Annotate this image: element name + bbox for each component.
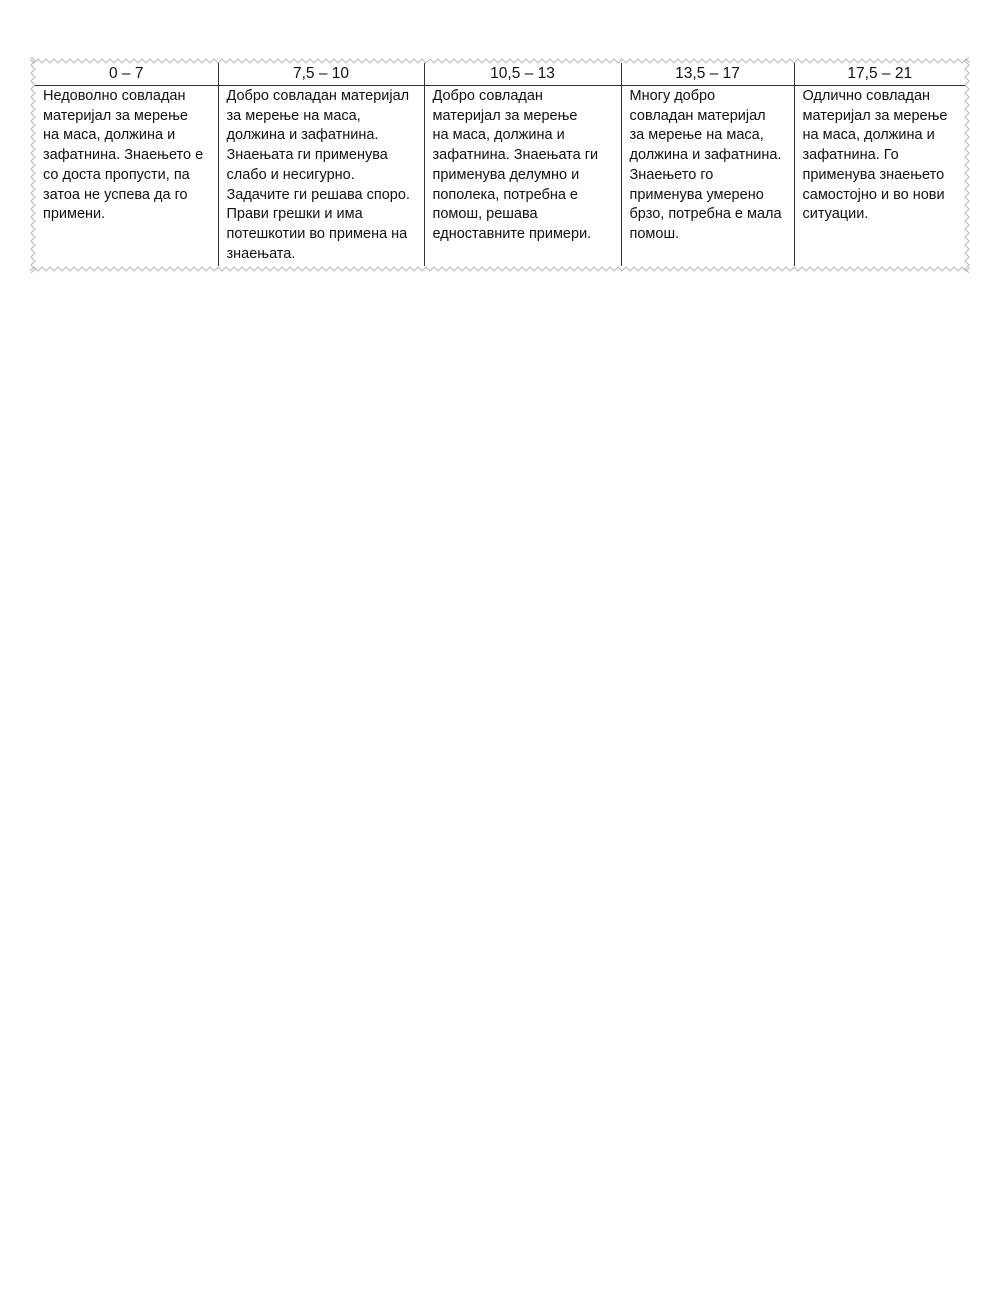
grading-rubric-table [35,63,965,266]
description-row [35,86,965,267]
description-line: на маса, должина и [802,127,935,144]
description-line: совладан материјал [629,107,766,124]
description-line: за мерење на маса, [629,127,764,144]
torn-edge-bottom [30,265,970,273]
description-line: примени. [43,206,106,223]
level-description-cell [424,86,621,267]
level-description-cell [794,86,965,267]
level-description-cell [621,86,794,267]
description-line: самостојно и во нови [802,186,945,203]
description-line: применува знаењето [802,166,945,183]
score-range-header: 13,5 – 17 [621,63,794,86]
description-line: материјал за мерење [43,107,188,124]
description-line: Прави грешки и има [226,206,363,223]
description-line: на маса, должина и [432,127,565,144]
score-range-header: 17,5 – 21 [794,63,965,86]
description-line: помош, решава [432,206,538,223]
description-line: Многу добро [629,88,716,104]
description-line: должина и зафатнина. [226,127,379,144]
score-range-header: 0 – 7 [35,63,218,86]
description-line: затоа не успева да го [43,186,188,203]
description-line: зафатнина. Знаењата ги [432,147,599,164]
description-line: зафатнина. Знаењето е [43,147,204,164]
description-line: материјал за мерење [802,107,948,124]
description-line: за мерење на маса, [226,107,361,124]
description-line: слабо и несигурно. [226,166,355,183]
description-line: зафатнина. Го [802,147,899,164]
description-line: Одлично совладан [802,88,931,104]
description-line: Задачите ги решава споро. [226,186,410,203]
description-line: Добро совладан материјал [226,88,410,104]
score-range-header: 10,5 – 13 [424,63,621,86]
description-line: материјал за мерење [432,107,578,124]
description-line: применува делумно и [432,166,580,183]
description-line: брзо, потребна е мала [629,206,782,223]
description-line: едноставните примери. [432,225,592,242]
description-line: Добро совладан [432,88,543,104]
level-description-cell [218,86,424,267]
description-line: должина и зафатнина. [629,147,782,164]
description-line: Знаењата ги применува [226,147,388,164]
description-line: пополека, потребна е [432,186,578,203]
level-description-cell [35,86,218,267]
description-line: применува умерено [629,186,764,203]
description-line: Знаењето го [629,166,714,183]
description-line: на маса, должина и [43,127,176,144]
description-line: со доста пропусти, па [43,166,190,183]
description-line: потешкотии во примена на [226,225,408,242]
score-range-header-row [35,63,965,86]
description-line: помош. [629,225,680,242]
description-line: знаењата. [226,245,296,262]
description-line: Недоволно совладан [43,88,186,104]
score-range-header: 7,5 – 10 [218,63,424,86]
torn-paper-strip [30,57,970,273]
description-line: ситуации. [802,206,869,223]
